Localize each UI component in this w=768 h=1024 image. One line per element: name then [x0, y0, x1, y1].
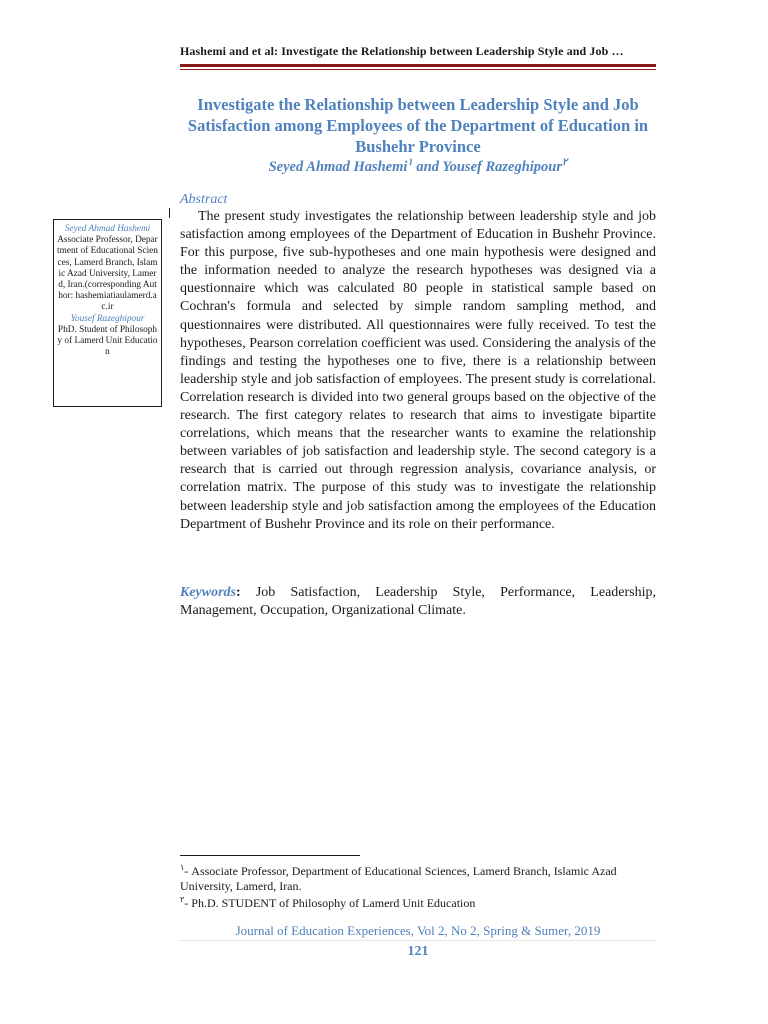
author-line [176, 157, 660, 176]
footnote-2-text: - Ph.D. STUDENT of Philosophy of Lamerd Unit Education [184, 896, 476, 911]
footnote-rule [180, 855, 360, 856]
author-1-name: Seyed Ahmad Hashemi [268, 158, 408, 175]
author-info-box [53, 219, 162, 407]
abstract-heading: Abstract [180, 192, 228, 207]
author-2-name: Yousef Razeghipour [442, 158, 563, 175]
footnote-1-marker: ١ [180, 863, 185, 872]
footnote-2-marker: ٢ [180, 895, 185, 905]
journal-footer: Journal of Education Experiences, Vol 2, No 2, Spring & Sumer, 2019 [235, 923, 601, 938]
author-1-marker: ١ [407, 157, 413, 168]
running-head: Hashemi and et al: Investigate the Relationship between Leadership Style and Job … [180, 44, 624, 58]
keywords-paragraph [180, 584, 656, 620]
footnotes [180, 861, 656, 911]
sidebox-author-1-affiliation: Associate Professor, Department of Educational Sciences, Lamerd Branch, Islamic Azad University, Lamerd, Iran.(corresponding Author: hashemiatiaulamerd.ac.ir [57, 235, 158, 313]
sidebox-author-1-name: Seyed Ahmad Hashemi [64, 224, 151, 234]
running-head-rule-thick [180, 64, 656, 67]
sidebox-tick [169, 208, 170, 218]
footnote-1 [180, 861, 656, 893]
footnote-2 [180, 893, 656, 911]
paper-title: Investigate the Relationship between Leadership Style and Job Satisfaction among Employees of the Department of Education in Bushehr Province [187, 95, 649, 156]
page-number: 121 [407, 944, 429, 959]
sidebox-author-2-affiliation: PhD. Student of Philosophy of Lamerd Unit Education [57, 324, 158, 358]
keywords-separator: : [236, 585, 256, 600]
keywords-label: Keywords [180, 585, 236, 600]
journal-footer-rule [180, 940, 656, 941]
running-head-rule-thin [180, 69, 656, 70]
author-2-marker: ٢ [562, 157, 568, 168]
sidebox-author-2-name: Yousef Razeghipour [70, 313, 145, 324]
author-joiner: and [412, 158, 443, 175]
abstract-body: The present study investigates the relationship between leadership style and job satisfaction among employees of the Department of Education in Bushehr Province. For this purpose, five sub-hypotheses and one main hypothesis were designed and the information needed to analyze the research hypotheses was designed via a questionnaire which was calculated 80 people in statistical sample based on Cochran's formula and selected by simple random sampling method, and questionnaires were distributed. All questionnaires were fully received. To test the hypotheses, Pearson correlation coefficient was used. Considering the analysis of the findings and testing the hypotheses one to five, there is a relationship between leadership style and job satisfaction of employees. The present study is correlational. Correlation research is divided into two general groups based on the objective of the research. The first category relates to research that aims to investigate bipartite correlations, which means that the researcher wants to examine the relationship between variables of job satisfaction and leadership style. The second category is a research that is carried out through regression analysis, covariance analysis, or correlation matrix. The purpose of this study was to investigate the relationship between leadership style and job satisfaction among the employees of the Education Department of Bushehr Province and its role on their performance. [180, 209, 656, 532]
footnote-1-text: - Associate Professor, Department of Educational Sciences, Lamerd Branch, Islamic Azad University, Lamerd, Iran. [180, 864, 617, 893]
keywords-text: Job Satisfaction, Leadership Style, Performance, Leadership, Management, Occupation, Organizational Climate. [180, 585, 656, 619]
